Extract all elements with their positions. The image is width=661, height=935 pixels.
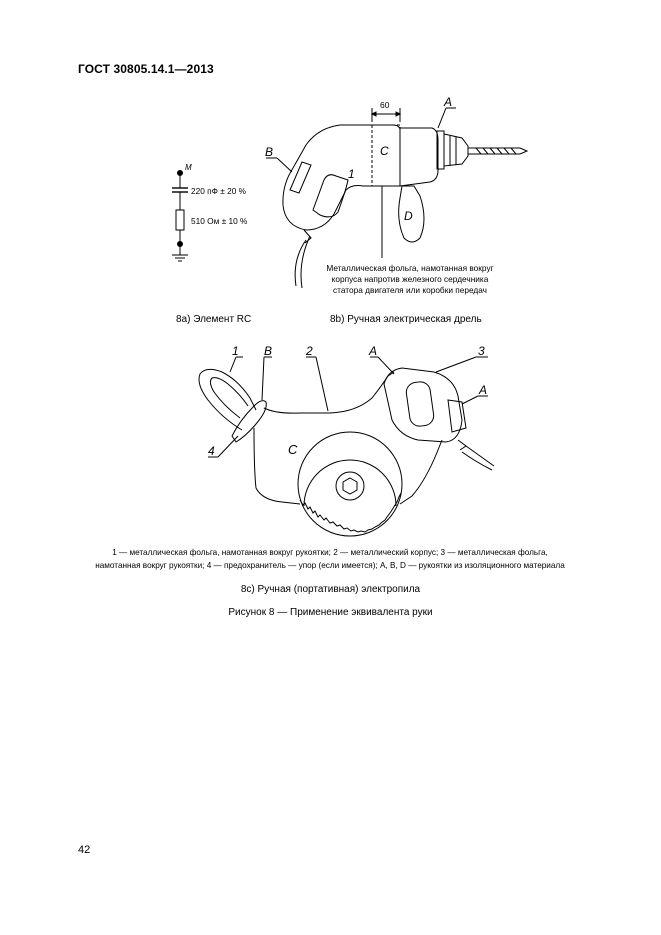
drill-label-1: 1 — [348, 167, 355, 181]
saw-label-b: B — [264, 344, 273, 358]
drill-label-c: C — [380, 144, 389, 158]
saw-label-4: 4 — [208, 444, 215, 458]
saw-blade-guard — [304, 460, 396, 506]
drill-diagram — [266, 108, 527, 288]
saw-diagram — [199, 357, 494, 536]
rc-caption: 8a) Элемент RC — [176, 314, 252, 325]
saw-label-a-top: A — [369, 344, 378, 358]
saw-label-a-right: A — [479, 383, 488, 397]
saw-rear-handle-1 — [199, 369, 256, 430]
drill-handle-b — [290, 162, 311, 193]
saw-label-c: C — [288, 442, 298, 457]
drill-note-line-3: статора двигателя или коробки передач — [332, 285, 488, 295]
saw-guard-4 — [232, 401, 266, 442]
saw-label-1: 1 — [232, 344, 239, 358]
drill-note-line-1: Металлическая фольга, намотанная вокруг — [326, 263, 494, 273]
saw-legend-line-1: 1 — металлическая фольга, намотанная вокруг рукоятки; 2 — металлический корпус; 3 — металлическая фольга, — [112, 548, 548, 557]
resistor-label: 510 Ом ± 10 % — [191, 216, 248, 226]
dimension-60: 60 — [380, 100, 390, 110]
capacitor-label: 220 пФ ± 20 % — [191, 186, 247, 196]
saw-label-3: 3 — [478, 344, 485, 358]
saw-caption: 8c) Ручная (портативная) электропила — [240, 584, 421, 595]
node-m-label: M — [185, 163, 192, 172]
resistor-symbol — [176, 210, 184, 230]
page-number: 42 — [78, 844, 91, 856]
rc-element-diagram — [172, 171, 188, 262]
saw-blade-teeth — [300, 493, 401, 532]
drill-note-line-2: корпуса напротив железного сердечника — [331, 274, 489, 284]
saw-legend-line-2: намотанная вокруг рукоятки; 4 — предохранитель — упор (если имеется); A, B, D — рукоятки из изоляционного материала — [95, 561, 565, 570]
drill-caption: 8b) Ручная электрическая дрель — [330, 314, 482, 325]
drill-label-d: D — [404, 209, 413, 223]
document-header: ГОСТ 30805.14.1—2013 — [78, 62, 214, 76]
saw-label-2: 2 — [306, 344, 313, 358]
saw-front-handle-3 — [384, 368, 462, 442]
saw-blade-outer — [298, 432, 402, 536]
figure-caption: Рисунок 8 — Применение эквивалента руки — [228, 607, 433, 618]
saw-legend — [60, 546, 600, 572]
drill-label-b: B — [265, 145, 274, 159]
drill-label-a: A — [444, 95, 453, 109]
